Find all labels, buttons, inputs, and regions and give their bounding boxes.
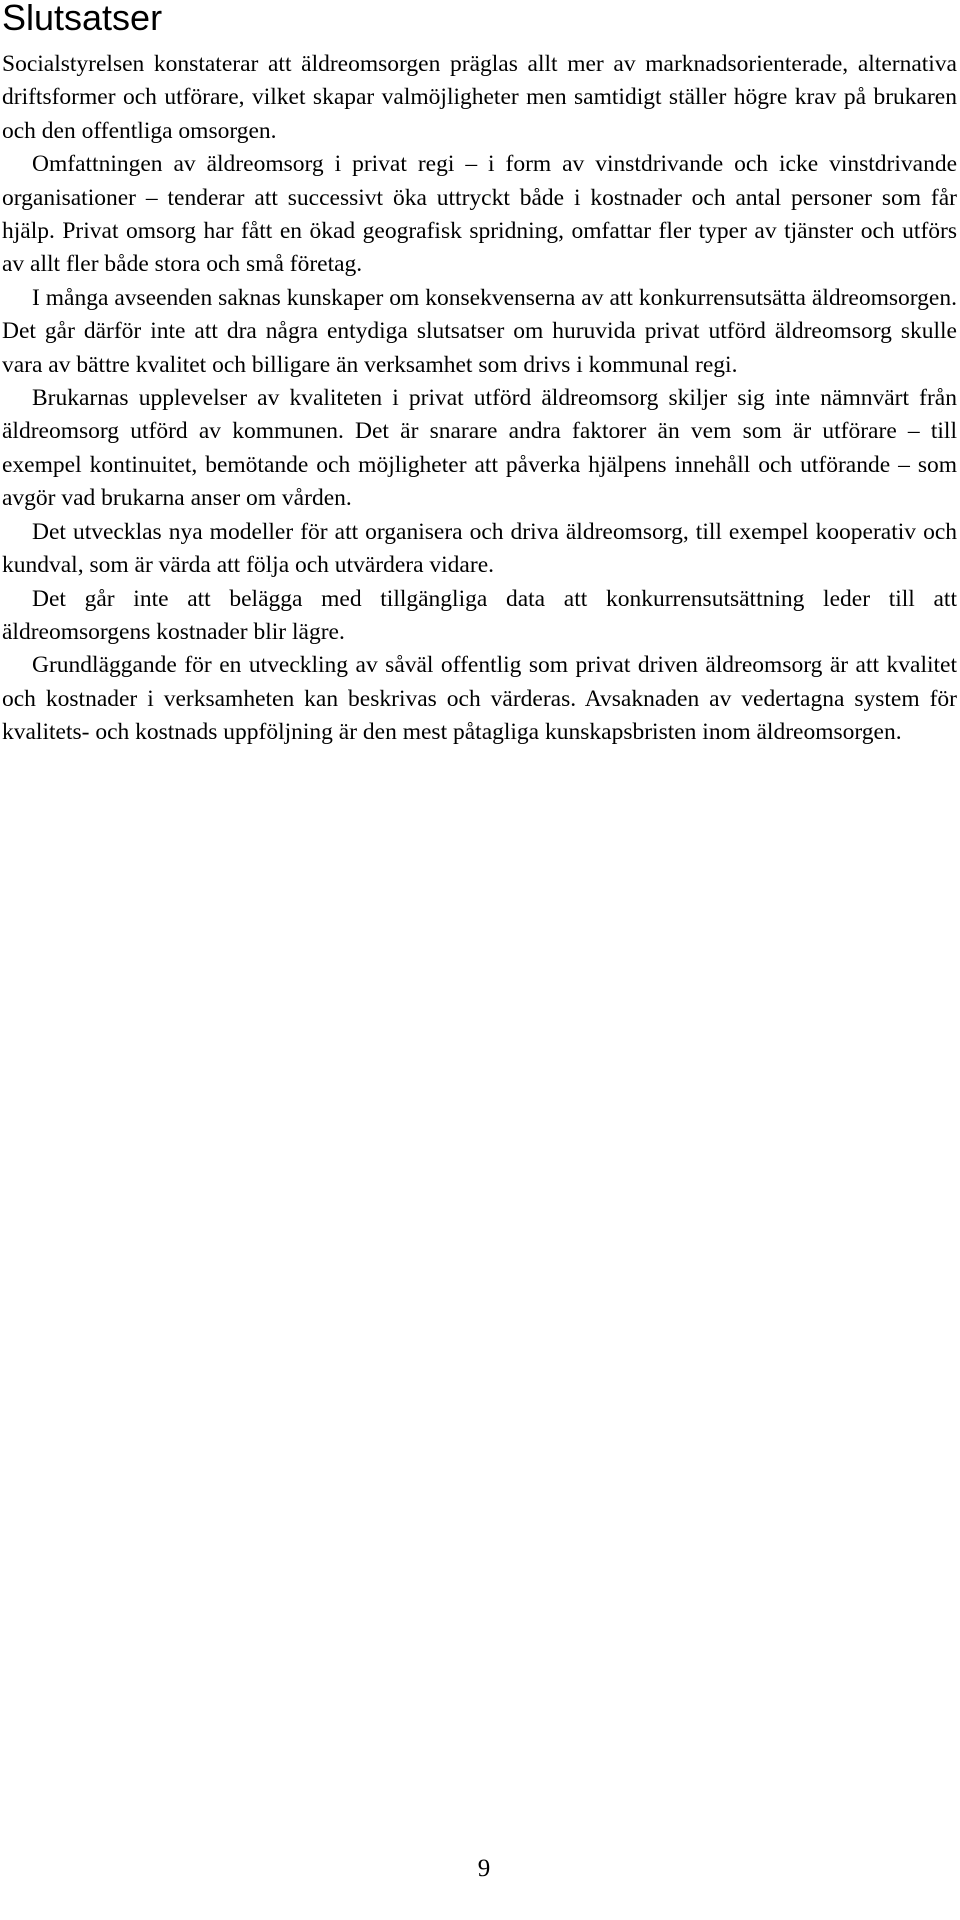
paragraph-7: Grundläggande för en utveckling av såväl offentlig som privat driven äldreomsorg är att kvalitet och kostnader i verksamheten kan beskrivas och värderas. Avsaknaden av vedertagna system för kvalitets- och kostnads uppföljning är den mest påtagliga kunskapsbristen inom äldreomsorgen. <box>2 652 957 746</box>
body-text <box>2 48 957 750</box>
paragraph-1: Socialstyrelsen konstaterar att äldreomsorgen präglas allt mer av marknadsorienterade, alternativa driftsformer och utförare, vilket skapar valmöjligheter men samtidigt ställer högre krav på brukaren och den offentliga omsorgen. <box>2 51 957 144</box>
section-heading: Slutsatser <box>2 0 163 38</box>
paragraph-2: Omfattningen av äldreomsorg i privat regi – i form av vinstdrivande och icke vinstdrivande organisationer – tenderar att successivt öka uttryckt både i kostnader och antal personer som får hjälp. Privat omsorg har fått en ökad geografisk spridning, omfattar fler typer av tjänster och utförs av allt fler både stora och små företag. <box>2 151 957 278</box>
paragraph-4: Brukarnas upplevelser av kvaliteten i privat utförd äldreomsorg skiljer sig inte nämnvärt från äldreomsorg utförd av kommunen. Det är snarare andra faktorer än vem som är utförare – till exempel kontinuitet, bemötande och möjligheter att påverka hjälpens innehåll och utförande – som avgör vad brukarna anser om vården. <box>2 385 957 512</box>
paragraph-5: Det utvecklas nya modeller för att organisera och driva äldreomsorg, till exempel kooperativ och kundval, som är värda att följa och utvärdera vidare. <box>2 518 957 579</box>
page-number: 9 <box>477 1855 491 1882</box>
paragraph-3: I många avseenden saknas kunskaper om konsekvenserna av att konkurrensutsätta äldreomsorgen. Det går därför inte att dra några entydiga slutsatser om huruvida privat utförd äldreomsorg skulle vara av bättre kvalitet och billigare än verksamhet som drivs i kommunal regi. <box>2 284 957 378</box>
paragraph-6: Det går inte att belägga med tillgängliga data att konkurrensutsättning leder till att äldreomsorgens kostnader blir lägre. <box>2 585 957 645</box>
